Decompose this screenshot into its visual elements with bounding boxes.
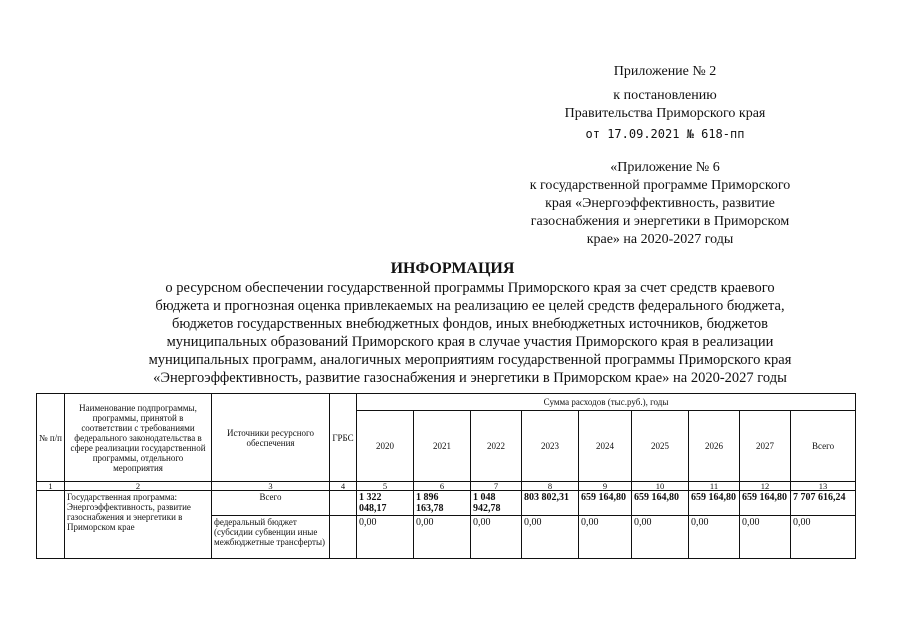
header-year: 2020: [357, 411, 414, 482]
value-cell: 0,00: [689, 516, 740, 559]
grbs-cell: [330, 516, 357, 559]
value-cell: 1 896 163,78: [414, 491, 471, 516]
column-number: 9: [579, 482, 632, 491]
header-year: 2024: [579, 411, 632, 482]
value-cell: 1 322 048,17: [357, 491, 414, 516]
header-year: 2027: [740, 411, 791, 482]
column-number: 3: [212, 482, 330, 491]
header-year: 2022: [471, 411, 522, 482]
value-cell: 659 164,80: [579, 491, 632, 516]
column-number: 5: [357, 482, 414, 491]
description-line: «Энергоэффективность, развитие газоснабжения и энергетики в Приморском крае» на 2020-2027 годы: [153, 370, 787, 386]
document-title: ИНФОРМАЦИЯ: [390, 260, 515, 277]
value-cell: 0,00: [471, 516, 522, 559]
program-line-3: газоснабжения и энергетики в Приморском: [530, 214, 790, 229]
value-cell: 803 802,31: [522, 491, 579, 516]
value-cell: 0,00: [357, 516, 414, 559]
description-line: о ресурсном обеспечении государственной программы Приморского края за счет средств краевого: [165, 280, 775, 296]
source-cell: Всего: [212, 491, 330, 516]
program-line-2: края «Энергоэффективность, развитие: [545, 196, 775, 211]
description-line: муниципальных программ, аналогичных мероприятиям государственной программы Приморского края: [148, 352, 792, 368]
quote-appendix-line: «Приложение № 6: [610, 160, 720, 175]
column-number: 1: [37, 482, 65, 491]
column-number: 11: [689, 482, 740, 491]
column-number: 7: [471, 482, 522, 491]
table-row: [37, 491, 856, 516]
program-line-4: крае» на 2020-2027 годы: [586, 232, 734, 247]
resource-table: [36, 393, 856, 559]
value-cell: 659 164,80: [689, 491, 740, 516]
value-cell: 0,00: [579, 516, 632, 559]
column-number: 2: [65, 482, 212, 491]
header-source: Источники ресурсного обеспечения: [212, 394, 330, 482]
total-cell: 7 707 616,24: [791, 491, 856, 516]
value-cell: 0,00: [522, 516, 579, 559]
source-cell: федеральный бюджет (субсидии субвенции иные межбюджетные трансферты): [212, 516, 330, 559]
description-line: муниципальных образований Приморского края в случае участия Приморского края в реализации: [166, 334, 774, 350]
to-decree-line: к постановлению: [613, 88, 717, 103]
value-cell: 659 164,80: [740, 491, 791, 516]
header-name: Наименование подпрограммы, программы, принятой в соответствии с требованиями федерального законодательства в сфере реализации государственной программы, отдельного мероприятия: [65, 394, 212, 482]
program-name: Государственная программа: Энергоэффективность, развитие газоснабжения и энергетики в Приморском крае: [65, 491, 212, 559]
grbs-cell: [330, 491, 357, 516]
column-number: 12: [740, 482, 791, 491]
description-line: бюджетов государственных внебюджетных фондов, иных внебюджетных источников, бюджетов: [172, 316, 768, 332]
header-year: 2023: [522, 411, 579, 482]
government-line: Правительства Приморского края: [564, 106, 766, 121]
value-cell: 0,00: [740, 516, 791, 559]
header-year: 2021: [414, 411, 471, 482]
document-description: [100, 279, 840, 387]
column-number: 6: [414, 482, 471, 491]
row-num: [37, 491, 65, 559]
value-cell: 0,00: [632, 516, 689, 559]
decree-date-line: от 17.09.2021 № 618-пп: [585, 127, 745, 141]
appendix-number: Приложение № 2: [613, 64, 717, 79]
column-number: 10: [632, 482, 689, 491]
total-cell: 0,00: [791, 516, 856, 559]
value-cell: 0,00: [414, 516, 471, 559]
column-number: 13: [791, 482, 856, 491]
program-line-1: к государственной программе Приморского: [529, 178, 791, 193]
value-cell: 1 048 942,78: [471, 491, 522, 516]
header-num: № п/п: [37, 394, 65, 482]
header-sum: Сумма расходов (тыс.руб.), годы: [357, 394, 856, 411]
value-cell: 659 164,80: [632, 491, 689, 516]
column-number: 4: [330, 482, 357, 491]
header-year: 2025: [632, 411, 689, 482]
header-total: Всего: [791, 411, 856, 482]
column-number: 8: [522, 482, 579, 491]
header-grbs: ГРБС: [330, 394, 357, 482]
header-year: 2026: [689, 411, 740, 482]
description-line: бюджета и прогнозная оценка привлекаемых на реализацию ее целей средств федерального бюджета,: [155, 298, 785, 314]
